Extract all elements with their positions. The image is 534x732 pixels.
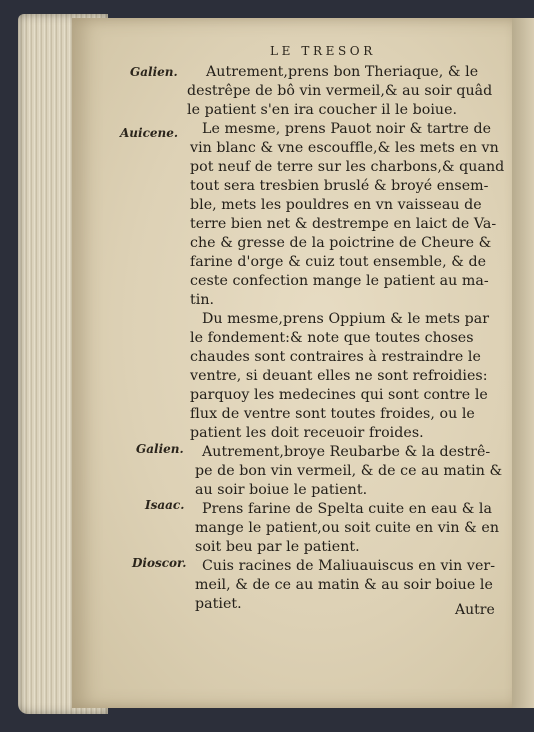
text-line: meil, & de ce au matin & au soir boiue le	[195, 577, 493, 593]
text-line: tout sera tresbien bruslé & broyé ensem-	[190, 178, 489, 194]
text-line: patient les doit receuoir froides.	[190, 425, 424, 441]
text-line: pe de bon vin vermeil, & de ce au matin &	[195, 463, 503, 479]
running-head: LE TRESOR	[270, 44, 376, 58]
text-line: vin blanc & vne escouffle,& les mets en vn	[190, 140, 499, 156]
text-line: ventre, si deuant elles ne sont refroidies:	[190, 368, 488, 384]
margin-note: Galien.	[130, 65, 178, 79]
text-line: Du mesme,prens Oppium & le mets par	[202, 311, 490, 327]
text-line: parquoy les medecines qui sont contre le	[190, 387, 488, 403]
text-line: patiet.	[195, 596, 242, 612]
text-line: ceste confection mange le patient au ma-	[190, 273, 489, 289]
catchword: Autre	[455, 602, 495, 618]
text-line: Autrement,prens bon Theriaque, & le	[206, 64, 479, 80]
text-line: pot neuf de terre sur les charbons,& quand	[190, 159, 505, 175]
text-line: le patient s'en ira coucher il le boiue.	[187, 102, 458, 118]
text-line: tin.	[190, 292, 215, 308]
text-line: terre bien net & destrempe en laict de Va-	[190, 216, 497, 232]
text-line: le fondement:& note que toutes choses	[190, 330, 474, 346]
text-line: che & gresse de la poictrine de Cheure &	[190, 235, 492, 251]
text-line: mange le patient,ou soit cuite en vin & en	[195, 520, 500, 536]
text-line: chaudes sont contraires à restraindre le	[190, 349, 481, 365]
margin-note: Auicene.	[120, 126, 179, 140]
text-line: Autrement,broye Reubarbe & la destrê-	[202, 444, 491, 460]
text-line: Le mesme, prens Pauot noir & tartre de	[202, 121, 492, 137]
text-line: destrêpe de bô vin vermeil,& au soir quâd	[187, 83, 493, 99]
facing-page-edge	[512, 18, 534, 708]
text-line: Prens farine de Spelta cuite en eau & la	[202, 501, 493, 517]
margin-note: Galien.	[136, 442, 184, 456]
margin-note: Isaac.	[145, 498, 185, 512]
text-line: soit beu par le patient.	[195, 539, 360, 555]
text-line: au soir boiue le patient.	[195, 482, 368, 498]
text-line: flux de ventre sont toutes froides, ou le	[190, 406, 475, 422]
text-line: Cuis racines de Maliuauiscus en vin ver-	[202, 558, 496, 574]
margin-note: Dioscor.	[132, 556, 187, 570]
text-line: farine d'orge & cuiz tout ensemble, & de	[190, 254, 487, 270]
text-line: ble, mets les pouldres en vn vaisseau de	[190, 197, 482, 213]
